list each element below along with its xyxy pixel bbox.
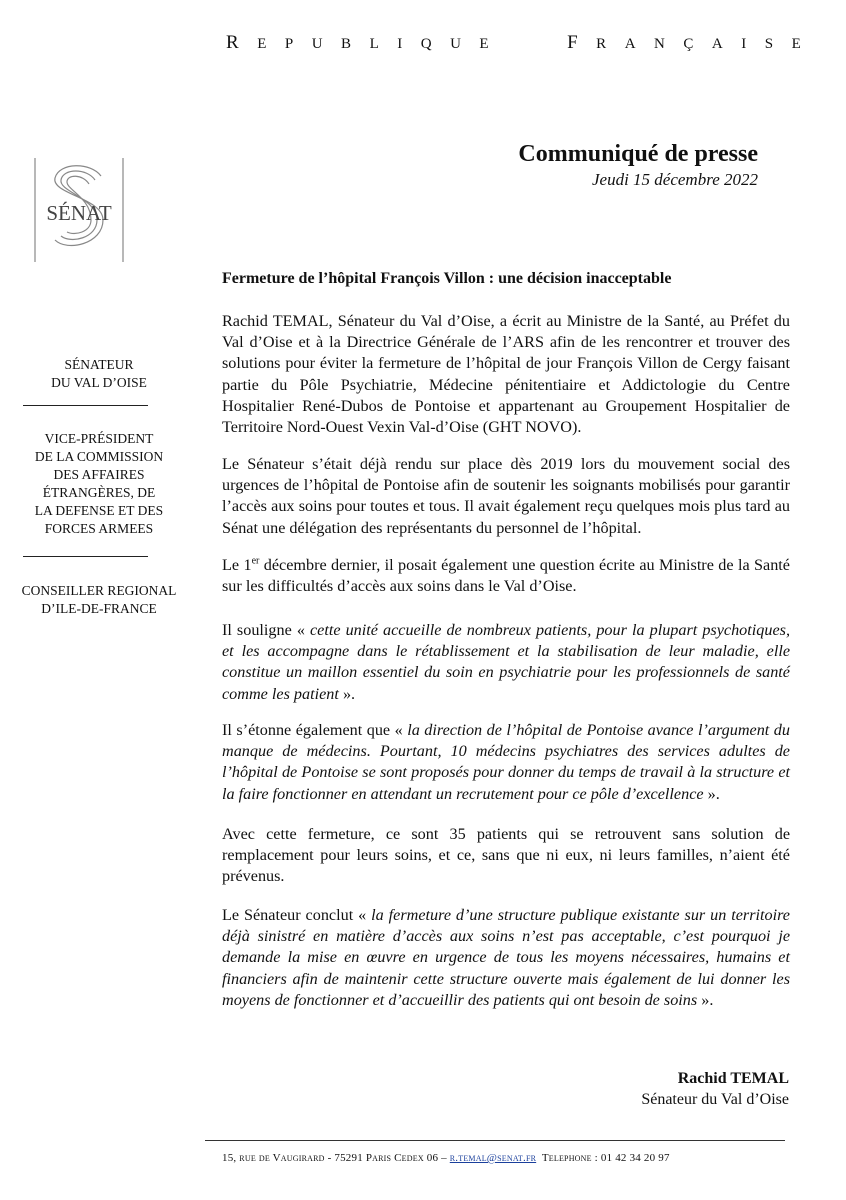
sidebar-senator-role: [18, 356, 180, 392]
sidebar-line: SÉNATEUR: [64, 357, 134, 372]
paragraph-7-lead: Le Sénateur conclut «: [222, 906, 372, 924]
paragraph-5: [222, 720, 790, 805]
signatory-name: Rachid TEMAL: [677, 1070, 789, 1087]
paragraph-4-lead: Il souligne «: [222, 621, 310, 639]
ordinal-superscript: er: [251, 555, 260, 567]
sidebar-line: ÉTRANGÈRES, DE: [42, 485, 156, 500]
paragraph-7-end: ».: [697, 990, 714, 1009]
signatory-title: Sénateur du Val d’Oise: [641, 1091, 789, 1108]
paragraph-2: Le Sénateur s’était déjà rendu sur place dès 2019 lors du mouvement social des urgences de l’hôpital de Pontoise afin de soutenir les soignants mobilisés pour garantir l’accès aux soins pour toutes et tous. Il avait également reçu quelques mois plus tard au Sénat une délégation des représentants du personnel de l’hôpital.: [222, 455, 790, 537]
senat-logo: [31, 154, 127, 266]
paragraph-5-end: ».: [703, 784, 720, 803]
paragraph-7: [222, 905, 790, 1011]
paragraph-5-lead: Il s’étonne également que «: [222, 721, 408, 739]
sidebar-line: FORCES ARMEES: [44, 521, 154, 536]
paragraph-1: Rachid TEMAL, Sénateur du Val d’Oise, a écrit au Ministre de la Santé, au Préfet du Val d’Oise et à la Directrice Générale de l’ARS afin de les rencontrer et trouver des solutions pour éviter la fermeture de l’hôpital de jour François Villon de Cergy faisant partie du Pôle Psychiatrie, Médecine pénitentiaire et Addictologie du Centre Hospitalier René-Dubos de Pontoise et appartenant au Groupement Hospitalier de Territoire Nord-Ouest Vexin Val-d’Oise (GHT NOVO).: [222, 312, 790, 437]
document-type-title: Communiqué de presse: [518, 141, 758, 167]
footer-phone: Telephone : 01 42 34 20 97: [536, 1152, 670, 1164]
paragraph-6: Avec cette fermeture, ce sont 35 patients qui se retrouvent sans solution de remplacement pour leurs soins, et ce, sans que ni eux, ni leurs familles, n’aient été prévenus.: [222, 825, 790, 886]
logo-text: SÉNAT: [46, 201, 112, 225]
sidebar-line: VICE-PRÉSIDENT: [44, 431, 154, 446]
paragraph-7-quote: la fermeture d’une structure publique existante sur un territoire déjà sinistré en matière d’accès aux soins n’est pas acceptable, c’est pourquoi je demande la mise en œuvre en urgence de tous les moyens nécessaires, humains et financiers afin de maintenir cette structure ouverte mais également de lui donner les moyens de fonctionner et d’accueillir des patients qui ont besoin de soins: [222, 906, 790, 1009]
signature-block: [641, 1068, 789, 1110]
footer-divider: [205, 1140, 785, 1141]
republique-francaise-header: R E P U B L I Q U E F R A N Ç A I S E: [226, 32, 802, 53]
footer-contact: [222, 1152, 782, 1164]
sidebar-line: LA DEFENSE ET DES: [34, 503, 164, 518]
sidebar-line: DE LA COMMISSION: [34, 449, 164, 464]
paragraph-4-quote: cette unité accueille de nombreux patients, pour la plupart psychotiques, et les accompagne dans le rétablissement et la stabilisation de leur maladie, elle constitue un maillon essentiel du soin en psychiatrie pour les professionnels de santé comme les patient: [222, 621, 790, 703]
paragraph-3-lead: Le 1: [222, 556, 252, 574]
footer-address: 15, rue de Vaugirard - 75291 Paris Cedex 06 –: [222, 1152, 450, 1164]
paragraph-4: [222, 620, 790, 705]
sidebar-vice-president-role: [18, 430, 180, 538]
sidebar-line: DU VAL D’OISE: [51, 375, 147, 390]
document-date: Jeudi 15 décembre 2022: [591, 170, 758, 189]
sidebar-line: CONSEILLER REGIONAL: [21, 583, 177, 598]
paragraph-3-rest: décembre dernier, il posait également une question écrite au Ministre de la Santé sur les difficultés d’accès aux soins dans le Val d’Oise.: [222, 556, 790, 596]
sidebar-line: DES AFFAIRES: [53, 467, 145, 482]
sidebar-line: D’ILE-DE-FRANCE: [41, 601, 157, 616]
sidebar-divider: [23, 405, 148, 406]
paragraph-4-end: ».: [338, 684, 356, 703]
paragraph-5-quote: la direction de l’hôpital de Pontoise avance l’argument du manque de médecins. Pourtant, 10 médecins psychiatres des services adultes de l’hôpital de Pontoise se sont proposés pour donner du temps de travail à la structure et la faire fonctionner en attendant un recrutement pour ce pôle d’excellence: [222, 721, 790, 803]
sidebar-regional-role: [18, 582, 180, 618]
footer-email-link[interactable]: r.temal@senat.fr: [449, 1152, 537, 1164]
header-title-block: [518, 141, 758, 190]
paragraph-3: [222, 555, 790, 597]
press-release-headline: Fermeture de l’hôpital François Villon : une décision inacceptable: [222, 270, 672, 287]
sidebar-divider: [23, 556, 148, 557]
